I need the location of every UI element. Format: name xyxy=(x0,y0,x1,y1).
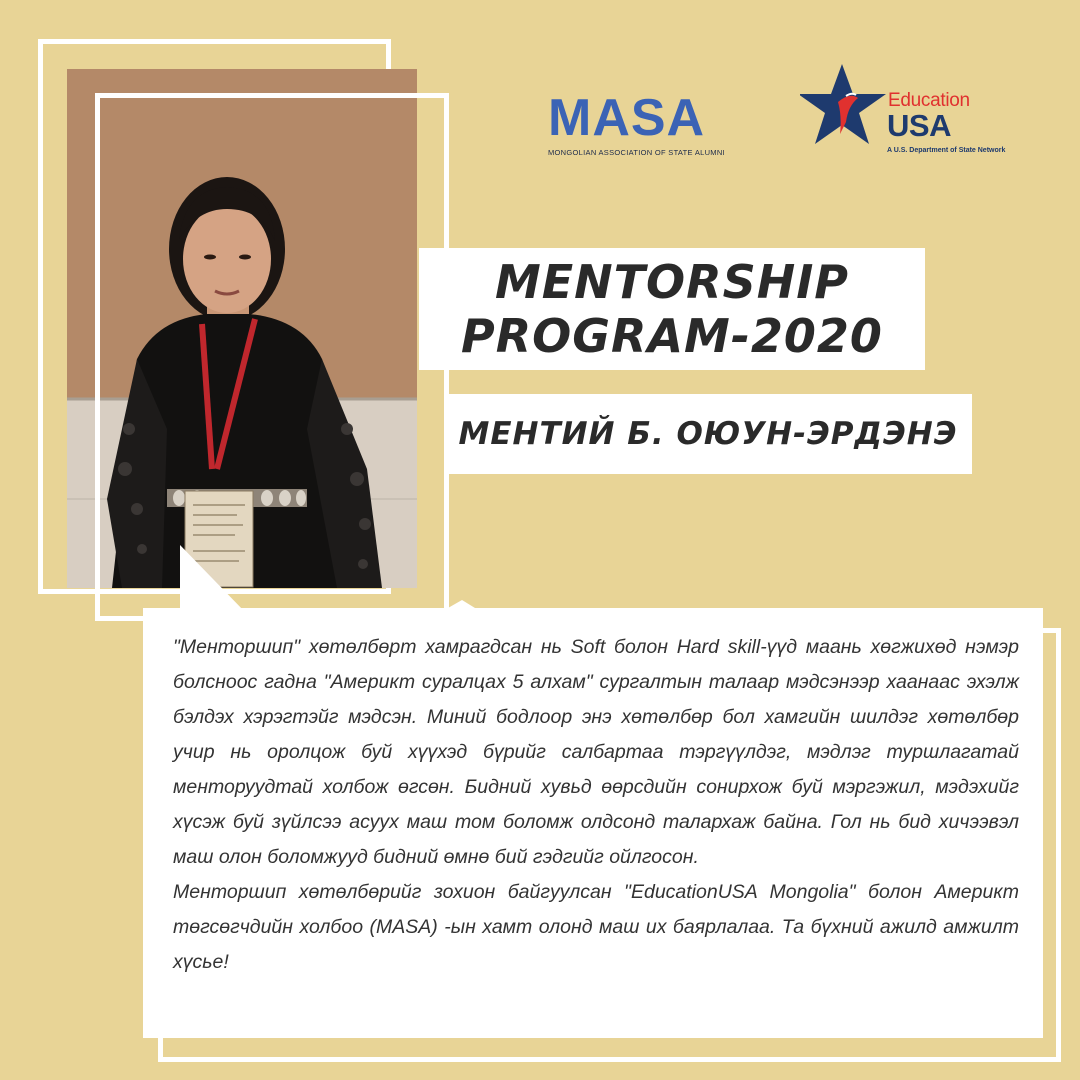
inner-frame-photo xyxy=(95,93,449,621)
mentee-name: МЕНТИЙ Б. ОЮУН-ЭРДЭНЭ xyxy=(458,416,958,452)
education-usa-logo xyxy=(800,62,1010,162)
program-title-line1: MENTORSHIP xyxy=(494,255,850,309)
masa-logo-subtitle: MONGOLIAN ASSOCIATION OF STATE ALUMNI xyxy=(548,148,725,157)
education-usa-line2: USA xyxy=(887,108,951,143)
star-icon xyxy=(800,62,890,147)
testimonial-paragraph-1: "Менторшип" хөтөлбөрт хамрагдсан нь Soft болон Hard skill-үүд маань хөгжихөд нэмэр болсноос гадна "Америкт суралцах 5 алхам" сургалтын талаар мэдсэнээр хаанаас эхэлж бэлдэх хэрэгтэйг мэдсэн. Миний бодлоор энэ хөтөлбөр бол хамгийн шилдэг хөтөлбөр учир нь оролцож буй хүүхэд бүрийг салбартаа тэргүүлдэг, мэдлэг туршлагатай менторуудтай холбож өгсөн. Бидний хувьд өөрсдийн сонирхож буй мэргэжил, мэдэхийг хүсэж буй зүйлсээ асуух маш том боломж олдсонд талархаж байна. Гол нь бид хичээвэл маш олон боломжууд бидний өмнө бий гэдгийг ойлгосон. xyxy=(173,636,1019,868)
masa-logo-word: MASA xyxy=(548,89,706,147)
education-usa-line1: Education xyxy=(888,90,970,111)
program-title-line2: PROGRAM-2020 xyxy=(461,309,883,363)
testimonial-box xyxy=(143,608,1043,1038)
testimonial-paragraph-2: Менторшип хөтөлбөрийг зохион байгуулсан "EducationUSA Mongolia" болон Америкт төгсөгчдийн холбоо (MASA) -ын хамт олонд маш их баярлалаа. Та бүхний ажилд амжилт хүсье! xyxy=(173,881,1019,973)
testimonial-text xyxy=(173,630,1019,980)
program-title-box xyxy=(419,248,925,370)
masa-logo xyxy=(548,89,733,162)
education-usa-subtitle: A U.S. Department of State Network xyxy=(887,147,1006,154)
mentee-name-box xyxy=(444,394,972,474)
